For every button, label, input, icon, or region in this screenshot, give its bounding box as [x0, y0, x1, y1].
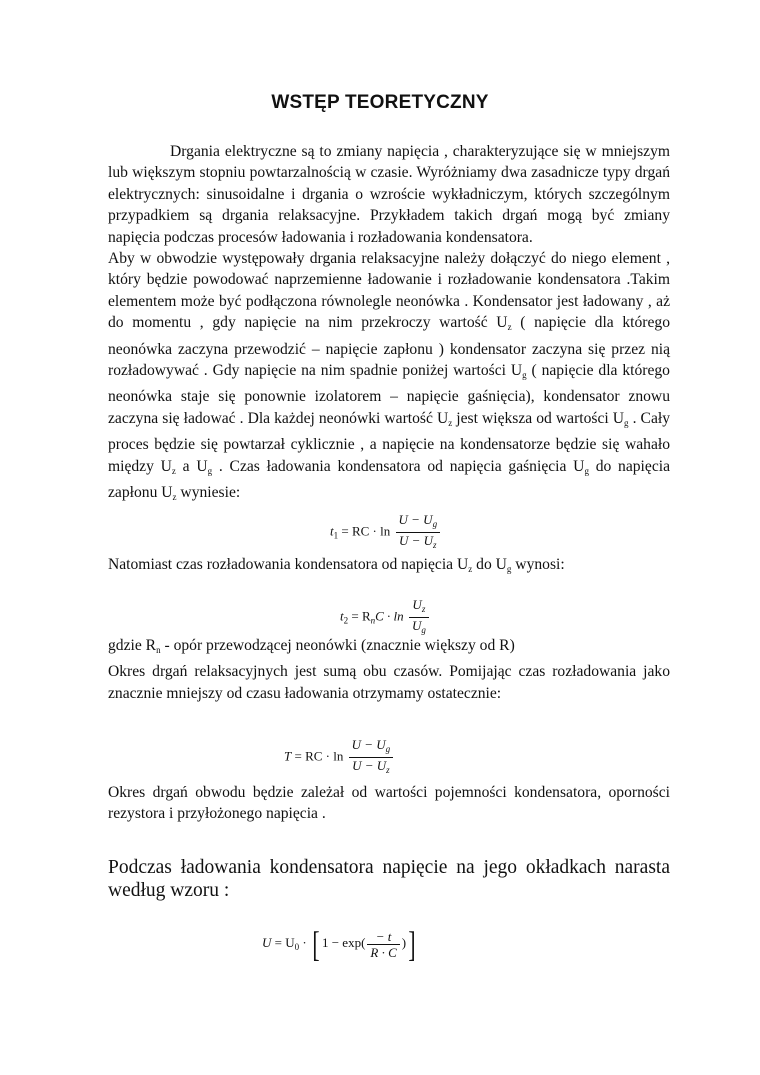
paragraph-charging: Podczas ładowania kondensatora napięcie na jego okładkach narasta według wzoru : — [108, 857, 670, 901]
page-title: WSTĘP TEORETYCZNY — [271, 92, 489, 113]
paragraph-resistance: gdzie $R_n$ - opór przewodzącej neonówki (znacznie większy od R) — [108, 637, 515, 655]
paragraph-dependence: Okres drgań obwodu będzie zależał od wartości pojemności kondensatora, oporności rezystora i przyłożonego napięcia . — [108, 784, 670, 823]
text-block-period — [108, 635, 670, 704]
theory-text — [108, 141, 670, 509]
formula-t1: $t_1$ = RC · ln $\frac{U - U_g}{U - U_z}$ — [330, 512, 442, 553]
paragraph-intro: Drgania elektryczne są to zmiany napięcia , charakteryzujące się w mniejszym lub większym stopniu powtarzalnością w czasie. Wyróżniamy dwa zasadnicze typy drgań elektrycznych: sinusoidalne i drgania o wzroście wykładniczym, których szczególnym przypadkiem są drgania relaksacyjne. Przykładem takich drgań mogą być zmiany napięcia podczas procesów ładowania i rozładowania kondensatora. — [108, 143, 670, 246]
formula-charging-voltage: $U = U_0$ · [ 1 − exp( $\frac{- t}{R \cdot C}$ )] — [262, 924, 416, 964]
formula-t2: $t_2 = R_nC \cdot \ln$ $\frac{U_z}{U_g}$ — [340, 597, 431, 638]
paragraph-discharge: Natomiast czas rozładowania kondensatora od napięcia $U_z$ do $U_g$ wynosi: — [108, 556, 565, 574]
formula-period: T = RC · ln $\frac{U - U_g}{U - U_z}$ — [284, 737, 395, 778]
paragraph-relaxation: Aby w obwodzie występowały drgania relaksacyjne należy dołączyć do niego element , który będzie powodować naprzemienne ładowanie i rozładowanie kondensatora .Takim elementem może być podłączona równolegle neonówka . Kondensator jest ładowany , aż do momentu , gdy napięcie na nim przekroczy wartość $U_z$ ( napięcie dla którego neonówka zaczyna przewodzić – napięcie zapłonu ) kondensator zaczyna się przez nią rozładowywać . Gdy napięcie na nim spadnie poniżej wartości $U_g$ ( napięcie dla którego neonówka staje się ponownie izolatorem – napięcie gaśnięcia), kondensator znowu zaczyna się ładować . Dla każdej neonówki wartość $U_z$ jest większa od wartości $U_g$ . Cały proces będzie się powtarzał cyklicznie , a napięcie na kondensatorze będzie się wahało między $U_z$ a $U_g$ . Czas ładowania kondensatora od napięcia gaśnięcia $U_g$ do napięcia zapłonu $U_z$ wyniesie: — [108, 250, 670, 503]
paragraph-period: Okres drgań relaksacyjnych jest sumą obu czasów. Pomijając czas rozładowania jako znacznie mniejszy od czasu ładowania otrzymamy ostatecznie: — [108, 663, 670, 702]
